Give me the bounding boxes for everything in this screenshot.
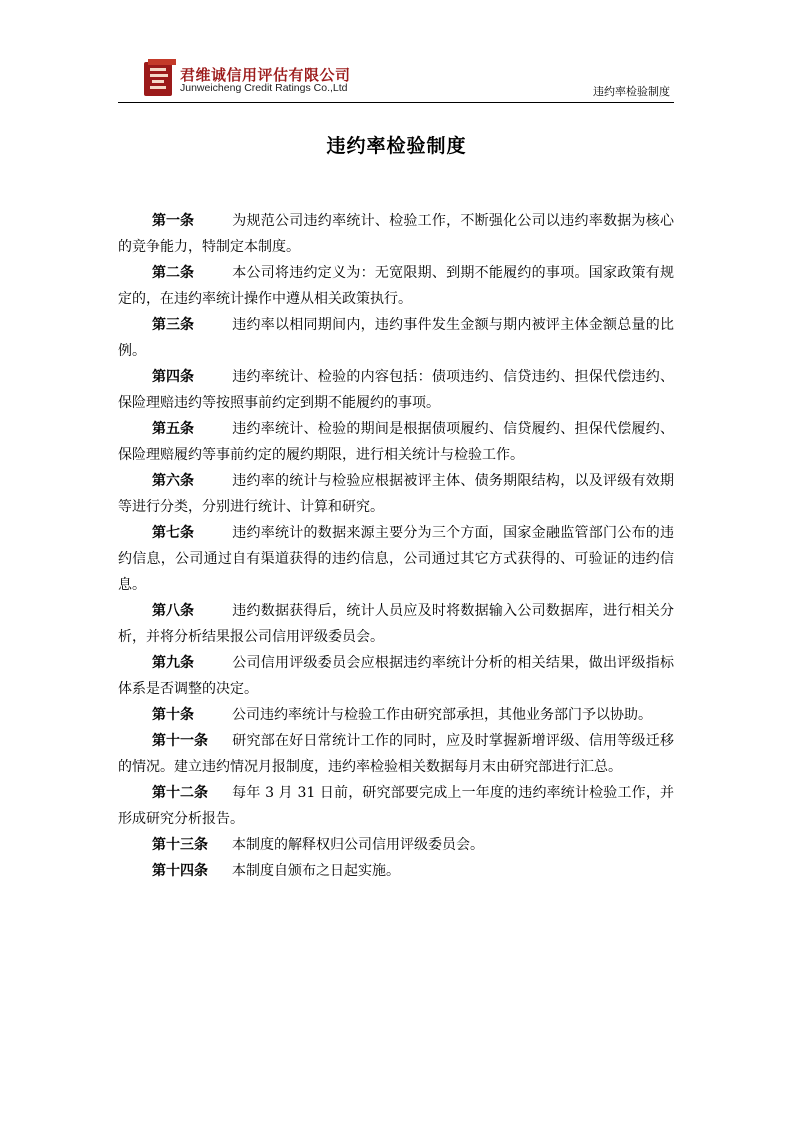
article-number: 第六条 (152, 473, 194, 489)
article-number: 第十条 (152, 707, 194, 723)
article-number: 第四条 (152, 369, 194, 385)
article-text: 本制度自颁布之日起实施。 (232, 863, 400, 879)
article-number: 第五条 (152, 421, 194, 437)
article-text: 公司信用评级委员会应根据违约率统计分析的相关结果，做出评级指标体系是否调整的决定。 (118, 655, 674, 697)
article (118, 598, 674, 650)
article-text: 违约数据获得后，统计人员应及时将数据输入公司数据库，进行相关分析，并将分析结果报公司信用评级委员会。 (118, 603, 674, 645)
article-text: 本公司将违约定义为：无宽限期、到期不能履约的事项。国家政策有规定的，在违约率统计操作中遵从相关政策执行。 (118, 265, 674, 307)
article (118, 832, 674, 858)
article-text: 为规范公司违约率统计、检验工作，不断强化公司以违约率数据为核心的竞争能力，特制定本制度。 (118, 213, 674, 255)
article-text: 公司违约率统计与检验工作由研究部承担，其他业务部门予以协助。 (232, 707, 652, 723)
article-text: 违约率统计的数据来源主要分为三个方面，国家金融监管部门公布的违约信息，公司通过自有渠道获得的违约信息，公司通过其它方式获得的、可验证的违约信息。 (118, 525, 674, 593)
article-number: 第三条 (152, 317, 194, 333)
article-number: 第十三条 (152, 837, 208, 853)
article (118, 520, 674, 598)
article-text: 违约率统计、检验的内容包括：债项违约、信贷违约、担保代偿违约、保险理赔违约等按照事前约定到期不能履约的事项。 (118, 369, 674, 411)
article-number: 第十四条 (152, 863, 208, 879)
article (118, 364, 674, 416)
article-text: 违约率统计、检验的期间是根据债项履约、信贷履约、担保代偿履约、保险理赔履约等事前约定的履约期限，进行相关统计与检验工作。 (118, 421, 674, 463)
article-text: 每年 3 月 31 日前，研究部要完成上一年度的违约率统计检验工作，并形成研究分析报告。 (118, 785, 674, 827)
article-number: 第十二条 (152, 785, 208, 801)
article (118, 260, 674, 312)
article-number: 第九条 (152, 655, 194, 671)
article-text: 研究部在好日常统计工作的同时，应及时掌握新增评级、信用等级迁移的情况。建立违约情况月报制度，违约率检验相关数据每月末由研究部进行汇总。 (118, 733, 674, 775)
article-list (118, 208, 674, 884)
page-header (118, 56, 674, 103)
article-text: 本制度的解释权归公司信用评级委员会。 (232, 837, 484, 853)
article-number: 第七条 (152, 525, 194, 541)
article-number: 第一条 (152, 213, 194, 229)
article (118, 728, 674, 780)
article-number: 第二条 (152, 265, 194, 281)
article (118, 468, 674, 520)
article-number: 第十一条 (152, 733, 208, 749)
company-name-cn: 君维诚信用评估有限公司 (180, 66, 351, 84)
company-logo-icon (142, 58, 178, 98)
article (118, 312, 674, 364)
article (118, 208, 674, 260)
document-title: 违约率检验制度 (326, 135, 467, 157)
article (118, 650, 674, 702)
article-number: 第八条 (152, 603, 194, 619)
article (118, 702, 674, 728)
article-text: 违约率的统计与检验应根据被评主体、债务期限结构，以及评级有效期等进行分类，分别进行统计、计算和研究。 (118, 473, 674, 515)
article (118, 780, 674, 832)
company-name-en: Junweicheng Credit Ratings Co.,Ltd (180, 82, 348, 94)
article-text: 违约率以相同期间内，违约事件发生金额与期内被评主体金额总量的比例。 (118, 317, 674, 359)
article (118, 858, 674, 884)
article (118, 416, 674, 468)
header-doc-name: 违约率检验制度 (593, 85, 670, 98)
